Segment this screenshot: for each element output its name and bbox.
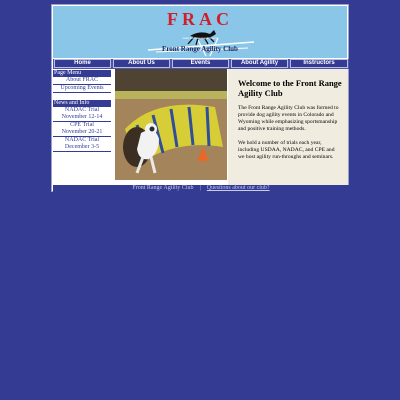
welcome-heading: Welcome to the Front Range Agility Club	[238, 78, 342, 98]
nav-instructors[interactable]: Instructors	[290, 59, 348, 68]
main-content	[228, 69, 348, 186]
news-item-title: NADAC Trial	[64, 107, 100, 113]
footer-separator: |	[199, 185, 201, 191]
nav-events[interactable]: Events	[172, 59, 229, 68]
sidebar-item-about-frac[interactable]: About FRAC	[53, 77, 111, 85]
trials-paragraph: We hold a number of trials each year, including USDAA, NADAC, and CPE and we host agility run-throughs and seminars.	[238, 140, 335, 160]
news-item-date: November 12-14	[61, 114, 103, 120]
logo-title: FRAC	[167, 9, 233, 29]
main-nav	[53, 59, 349, 69]
news-item-cpe-november[interactable]	[53, 122, 111, 137]
footer-club-name: Front Range Agility Club	[132, 185, 194, 191]
nav-about-agility[interactable]: About Agility	[231, 59, 288, 68]
logo-url: www.frontrangeagility.com	[182, 36, 218, 40]
news-heading: News and Info	[53, 100, 111, 107]
page-frame	[51, 4, 349, 192]
nav-about-us[interactable]: About Us	[113, 59, 170, 68]
nav-home[interactable]: Home	[54, 59, 111, 68]
agility-photo	[115, 69, 227, 180]
news-item-title: NADAC Trial	[64, 137, 100, 143]
news-item-date: November 20-21	[61, 129, 103, 135]
news-item-title: CPE Trial	[70, 122, 94, 128]
page-menu-heading: Page Menu	[53, 70, 111, 77]
footer	[53, 185, 349, 192]
sidebar	[53, 70, 111, 185]
news-item-nadac-december[interactable]	[53, 137, 111, 152]
logo-subtitle: Front Range Agility Club	[162, 45, 238, 53]
news-item-nadac-november[interactable]	[53, 107, 111, 122]
sidebar-item-upcoming-events[interactable]: Upcoming Events	[53, 85, 111, 93]
questions-link[interactable]: Questions about our club?	[206, 185, 270, 191]
intro-paragraph: The Front Range Agility Club was formed to provide dog agility events in Colorado and Wyoming while emphasizing sportsmanship and positive training methods.	[238, 105, 339, 132]
news-item-date: December 3-5	[64, 144, 100, 150]
dog-tunnel-photo-icon	[115, 69, 227, 180]
header-banner	[53, 6, 347, 58]
